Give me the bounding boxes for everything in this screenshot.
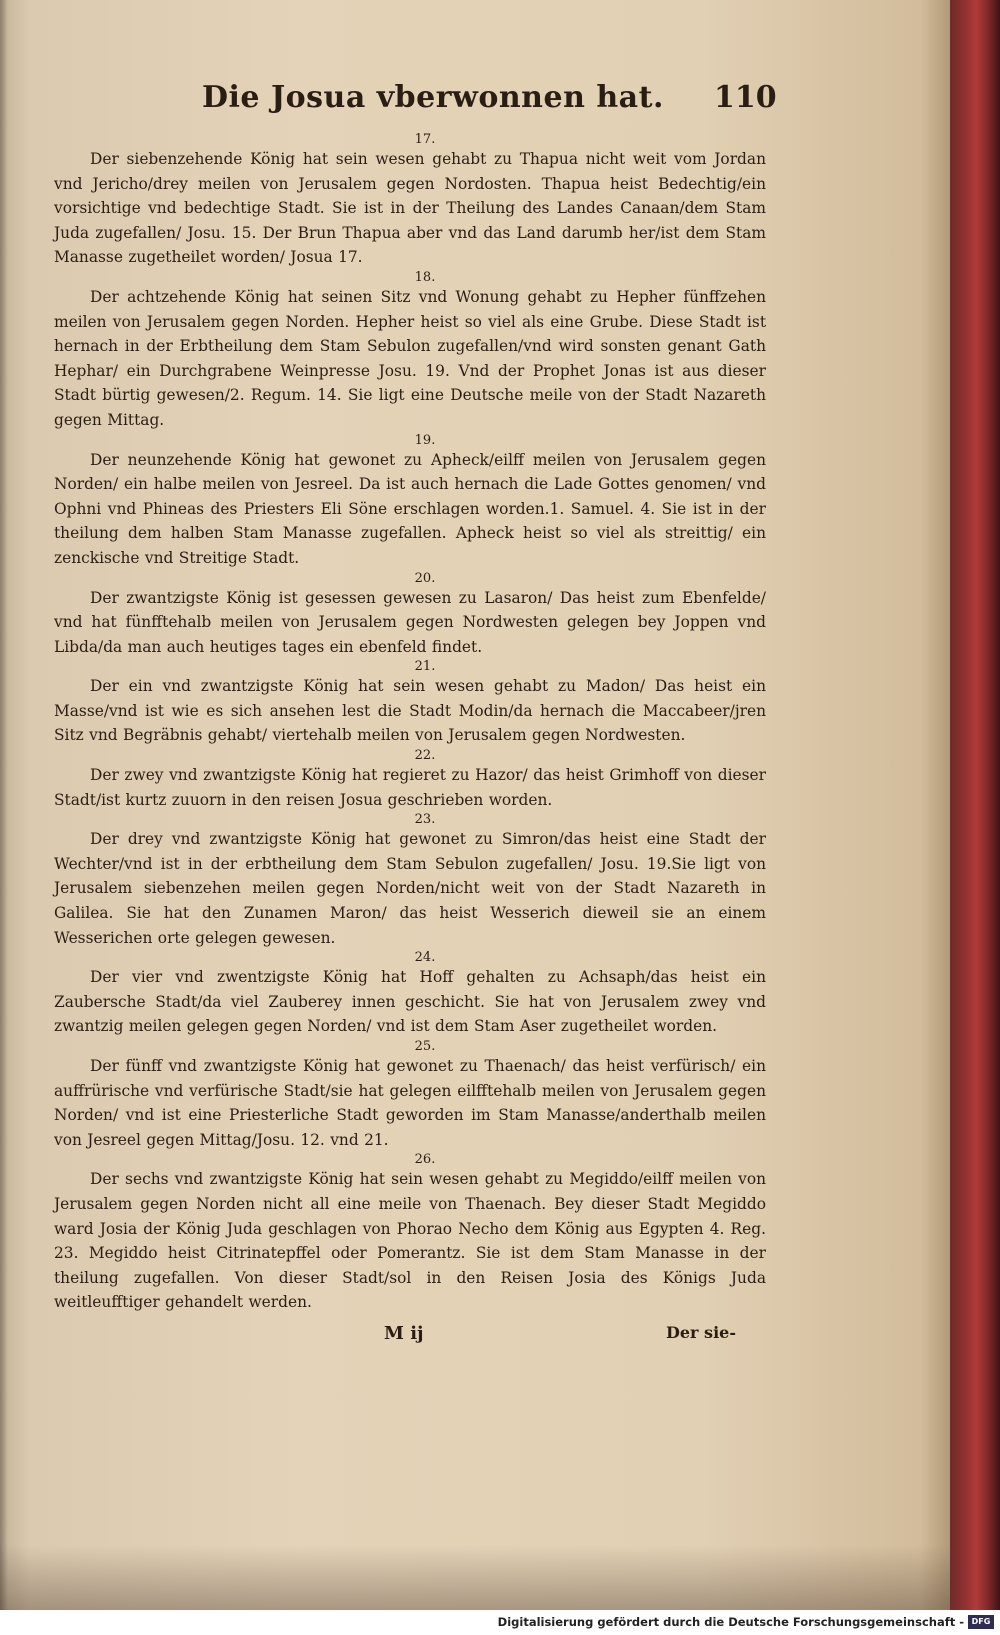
section-text: Der zwey vnd zwantzigste König hat regieret zu Hazor/ das heist Grimhoff von dieser Stadt/ist kurtz zuuorn in den reisen Josua geschrieben worden. [54, 766, 766, 809]
page-number: 110 [714, 80, 777, 115]
section-text: Der neunzehende König hat gewonet zu Apheck/eilff meilen von Jerusalem gegen Norden/ ein halbe meilen von Jesreel. Da ist auch hernach die Lade Gottes genomen/ vnd Ophni vnd Phineas des Priesters Eli Söne erschlagen worden.1. Samuel. 4. Sie ist in der theilung dem halben Stam Manasse zugefallen. Apheck heist so viel als streittig/ ein zenckische vnd Streitige Stadt. [54, 450, 766, 567]
section [54, 1039, 766, 1152]
section-number: 21. [414, 659, 436, 675]
section [54, 748, 766, 812]
running-title: Die Josua vberwonnen hat. [202, 80, 664, 115]
section [54, 433, 766, 571]
section-text: Der vier vnd zwentzigste König hat Hoff gehalten zu Achsaph/das heist ein Zaubersche Stadt/da viel Zauberey innen geschicht. Sie hat von Jerusalem zwey vnd zwantzig meilen gelegen gegen Norden/ vnd ist dem Stam Aser zugetheilet worden. [54, 968, 766, 1036]
section [54, 1152, 766, 1315]
section [54, 571, 766, 660]
signature-mark: M ij [384, 1322, 424, 1344]
section [54, 812, 766, 950]
catchword: Der sie- [666, 1322, 736, 1342]
section [54, 659, 766, 748]
section [54, 950, 766, 1039]
dfg-logo: DFG [968, 1615, 994, 1629]
section-text: Der drey vnd zwantzigste König hat gewonet zu Simron/das heist eine Stadt der Wechter/vnd ist in der erbtheilung dem Stam Sebulon zugefallen/ Josu. 19.Sie ligt von Jerusalem siebenzehen meilen gegen Norden/nicht weit von der Stadt Nazareth in Galilea. Sie hat den Zunamen Maron/ das heist Wesserich dieweil sie an einem Wesserichen orte gelegen gewesen. [54, 830, 766, 947]
running-head [54, 78, 777, 132]
funding-credit: Digitalisierung gefördert durch die Deutsche Forschungsgemeinschaft - [497, 1615, 964, 1629]
section-number: 25. [414, 1039, 436, 1054]
section-number: 19. [414, 432, 436, 448]
section-text: Der zwantzigste König ist gesessen gewesen zu Lasaron/ Das heist zum Ebenfelde/ vnd hat fünfftehalb meilen von Jerusalem gegen Nordwesten gelegen bey Joppen vnd Libda/da man auch heutiges tages ein ebenfeld findet. [54, 588, 766, 656]
section-text: Der sechs vnd zwantzigste König hat sein wesen gehabt zu Megiddo/eilff meilen von Jerusalem gegen Norden nicht all eine meile von Thaenach. Bey dieser Stadt Megiddo ward Josia der König Juda geschlagen von Phorao Necho dem König aus Egypten 4. Reg. 23. Megiddo heist Citrinatepffel oder Pomerantz. Sie ist dem Stam Manasse in der theilung zugefallen. Von dieser Stadt/sol in den Reisen Josia des Königs Juda weitleufftiger gehandelt werden. [54, 1170, 766, 1312]
section-number: 26. [414, 1152, 436, 1168]
section [54, 132, 766, 270]
section-text: Der fünff vnd zwantzigste König hat gewonet zu Thaenach/ das heist verfürisch/ ein auffrürische vnd verfürische Stadt/sie hat gelegen eilfftehalb meilen von Jerusalem gegen Norden/ vnd ist eine Priesterliche Stadt geworden im Stam Manasse/anderthalb meilen von Jesreel gegen Mittag/Josu. 12. vnd 21. [54, 1057, 766, 1149]
section-number: 20. [414, 570, 436, 586]
section-text: Der achtzehende König hat seinen Sitz vnd Wonung gehabt zu Hepher fünffzehen meilen von Jerusalem gegen Norden. Hepher heist so viel als eine Grube. Diese Stadt ist hernach in der Erbtheilung dem Stam Sebulon zugefallen/vnd wird sonsten genant Gath Hephar/ ein Durchgrabene Weinpresse Josu. 19. Vnd der Prophet Jonas ist aus dieser Stadt bürtig gewesen/2. Regum. 14. Sie ligt eine Deutsche meile von der Stadt Nazareth gegen Mittag. [54, 287, 766, 429]
section-text: Der ein vnd zwantzigste König hat sein wesen gehabt zu Madon/ Das heist ein Masse/vnd ist wie es sich ansehen lest die Stadt Modin/da hernach die Maccabeer/jren Sitz vnd Begräbnis gehabt/ viertehalb meilen von Jerusalem gegen Nordwesten. [54, 677, 766, 745]
section-number: 22. [414, 748, 436, 764]
section-number: 23. [414, 812, 436, 828]
book-edge [948, 0, 1000, 1610]
section-text: Der siebenzehende König hat sein wesen gehabt zu Thapua nicht weit vom Jordan vnd Jericho/drey meilen von Jerusalem gegen Nordosten. Thapua heist Bedechtig/ein vorsichtige vnd bedechtige Stadt. Sie ist in der Theilung des Landes Canaan/dem Stam Juda zugefallen/ Josu. 15. Der Brun Thapua aber vnd das Land darumb her/ist dem Stam Manasse zugetheilet worden/ Josua 17. [54, 150, 766, 267]
text-area [54, 78, 777, 1353]
page-footer [54, 1319, 766, 1353]
section-number: 18. [414, 269, 436, 285]
page-shadow [0, 1545, 950, 1610]
section-number: 24. [414, 950, 436, 966]
credit-bar [0, 1610, 1000, 1635]
section [54, 270, 766, 433]
section-number: 17. [414, 132, 436, 147]
